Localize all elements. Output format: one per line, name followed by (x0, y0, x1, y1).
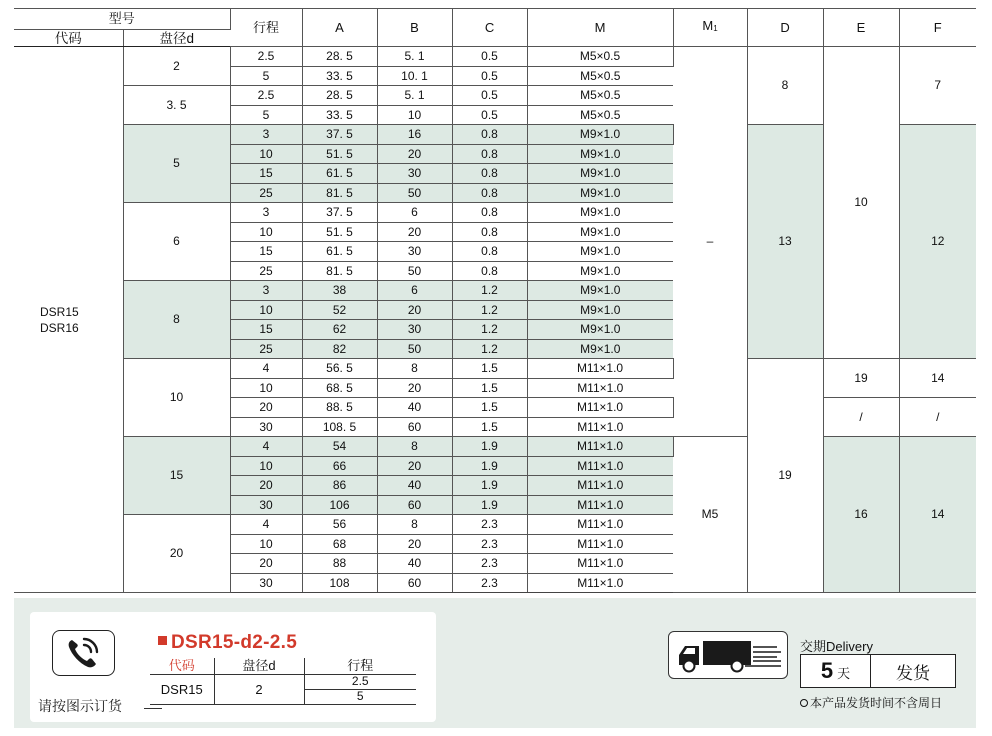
cell-c: 1.5 (452, 398, 527, 418)
header-stroke: 行程 (230, 9, 302, 47)
e-cell: / (823, 398, 899, 437)
cell-m: M9×1.0 (527, 242, 673, 262)
header-c: C (452, 9, 527, 47)
cell-a: 61. 5 (302, 164, 377, 184)
cell-m: M5×0.5 (527, 47, 673, 67)
diameter-cell: 2 (123, 47, 230, 86)
cell-m: M11×1.0 (527, 495, 673, 515)
m1-cell: – (673, 47, 747, 437)
cell-stroke: 4 (230, 515, 302, 535)
cell-b: 20 (377, 222, 452, 242)
cell-b: 8 (377, 437, 452, 457)
cell-stroke: 10 (230, 300, 302, 320)
table-row (14, 437, 976, 457)
cell-a: 86 (302, 476, 377, 496)
red-square-icon (158, 636, 167, 645)
cell-a: 28. 5 (302, 86, 377, 106)
cell-stroke: 25 (230, 183, 302, 203)
cell-a: 33. 5 (302, 105, 377, 125)
diameter-cell: 20 (123, 515, 230, 593)
model-code-cell: DSR15 DSR16 (14, 47, 123, 593)
cell-m: M5×0.5 (527, 66, 673, 86)
cell-b: 5. 1 (377, 86, 452, 106)
cell-a: 68. 5 (302, 378, 377, 398)
cell-m: M9×1.0 (527, 222, 673, 242)
cell-b: 60 (377, 495, 452, 515)
cell-m: M11×1.0 (527, 573, 673, 593)
order-example-title: DSR15-d2-2.5 (158, 632, 297, 654)
cell-m: M11×1.0 (527, 359, 673, 379)
cell-c: 2.3 (452, 573, 527, 593)
cell-a: 38 (302, 281, 377, 301)
cell-m: M11×1.0 (527, 398, 673, 418)
cell-a: 81. 5 (302, 183, 377, 203)
spec-table (14, 8, 976, 593)
cell-m: M9×1.0 (527, 164, 673, 184)
cell-stroke: 3 (230, 125, 302, 145)
cell-a: 56. 5 (302, 359, 377, 379)
cell-b: 6 (377, 281, 452, 301)
cell-b: 10 (377, 105, 452, 125)
header-d-dim: D (747, 9, 823, 47)
cell-stroke: 20 (230, 554, 302, 574)
order-hint-underline (144, 708, 162, 709)
d-dim-cell: 19 (747, 359, 823, 593)
cell-b: 30 (377, 242, 452, 262)
phone-order-icon (52, 630, 115, 676)
cell-b: 30 (377, 320, 452, 340)
cell-c: 0.8 (452, 183, 527, 203)
cell-stroke: 15 (230, 242, 302, 262)
cell-m: M9×1.0 (527, 320, 673, 340)
diameter-cell: 10 (123, 359, 230, 437)
table-row (14, 47, 976, 67)
delivery-box (800, 654, 956, 688)
cell-b: 5. 1 (377, 47, 452, 67)
cell-m: M9×1.0 (527, 281, 673, 301)
diameter-cell: 6 (123, 203, 230, 281)
cell-c: 1.2 (452, 320, 527, 340)
example-d: 2 (214, 674, 304, 704)
cell-b: 30 (377, 164, 452, 184)
f-cell: 14 (899, 437, 976, 593)
cell-a: 88 (302, 554, 377, 574)
header-f: F (899, 9, 976, 47)
cell-a: 28. 5 (302, 47, 377, 67)
cell-a: 51. 5 (302, 222, 377, 242)
cell-c: 0.8 (452, 144, 527, 164)
diameter-cell: 3. 5 (123, 86, 230, 125)
cell-stroke: 5 (230, 105, 302, 125)
cell-b: 60 (377, 573, 452, 593)
header-m: M (527, 9, 673, 47)
cell-c: 0.8 (452, 242, 527, 262)
cell-a: 82 (302, 339, 377, 359)
cell-c: 0.8 (452, 261, 527, 281)
cell-b: 20 (377, 144, 452, 164)
truck-icon (673, 635, 785, 677)
cell-a: 62 (302, 320, 377, 340)
cell-stroke: 20 (230, 476, 302, 496)
cell-stroke: 10 (230, 222, 302, 242)
cell-b: 60 (377, 417, 452, 437)
delivery-note: 本产品发货时间不含周日 (800, 694, 942, 711)
cell-b: 20 (377, 378, 452, 398)
example-head-code: 代码 (150, 658, 214, 674)
cell-m: M5×0.5 (527, 86, 673, 106)
cell-stroke: 4 (230, 359, 302, 379)
e-cell: 19 (823, 359, 899, 398)
cell-m: M11×1.0 (527, 534, 673, 554)
cell-m: M9×1.0 (527, 300, 673, 320)
cell-stroke: 2.5 (230, 86, 302, 106)
cell-stroke: 25 (230, 339, 302, 359)
cell-stroke: 10 (230, 144, 302, 164)
cell-c: 1.2 (452, 339, 527, 359)
cell-c: 0.8 (452, 203, 527, 223)
cell-stroke: 10 (230, 378, 302, 398)
diameter-cell: 8 (123, 281, 230, 359)
cell-m: M11×1.0 (527, 476, 673, 496)
info-band (14, 598, 976, 728)
cell-b: 20 (377, 456, 452, 476)
cell-c: 0.8 (452, 164, 527, 184)
cell-b: 8 (377, 359, 452, 379)
cell-m: M11×1.0 (527, 417, 673, 437)
cell-a: 66 (302, 456, 377, 476)
cell-stroke: 10 (230, 534, 302, 554)
cell-c: 1.5 (452, 417, 527, 437)
cell-c: 0.8 (452, 222, 527, 242)
cell-b: 20 (377, 534, 452, 554)
f-cell: 14 (899, 359, 976, 398)
cell-stroke: 30 (230, 495, 302, 515)
cell-c: 1.9 (452, 456, 527, 476)
order-example-table (150, 658, 416, 705)
table-row (14, 359, 976, 379)
header-a: A (302, 9, 377, 47)
f-cell: / (899, 398, 976, 437)
cell-stroke: 15 (230, 320, 302, 340)
cell-b: 20 (377, 300, 452, 320)
cell-a: 37. 5 (302, 125, 377, 145)
cell-a: 61. 5 (302, 242, 377, 262)
cell-c: 0.8 (452, 125, 527, 145)
example-code: DSR15 (150, 674, 214, 704)
cell-m: M9×1.0 (527, 203, 673, 223)
f-cell: 7 (899, 47, 976, 125)
cell-b: 40 (377, 476, 452, 496)
circle-icon (800, 699, 808, 707)
header-code: 代码 (14, 30, 123, 47)
header-m1: M1 (673, 9, 747, 47)
cell-b: 40 (377, 398, 452, 418)
cell-m: M11×1.0 (527, 554, 673, 574)
cell-a: 106 (302, 495, 377, 515)
cell-stroke: 4 (230, 437, 302, 457)
cell-c: 0.5 (452, 47, 527, 67)
e-cell: 16 (823, 437, 899, 593)
header-model: 型号 (14, 9, 230, 30)
phone-icon (66, 636, 102, 670)
cell-c: 2.3 (452, 515, 527, 535)
cell-m: M9×1.0 (527, 125, 673, 145)
cell-a: 51. 5 (302, 144, 377, 164)
cell-b: 50 (377, 261, 452, 281)
cell-m: M9×1.0 (527, 261, 673, 281)
order-hint: 请按图示订货 (38, 698, 122, 714)
cell-m: M5×0.5 (527, 105, 673, 125)
header-m1-subscript: 1 (713, 24, 718, 33)
example-stroke-2: 5 (304, 689, 416, 704)
cell-b: 50 (377, 183, 452, 203)
f-cell: 12 (899, 125, 976, 359)
cell-m: M11×1.0 (527, 515, 673, 535)
header-diameter: 盘径d (123, 30, 230, 47)
cell-b: 40 (377, 554, 452, 574)
diameter-cell: 5 (123, 125, 230, 203)
cell-c: 1.5 (452, 359, 527, 379)
cell-stroke: 3 (230, 281, 302, 301)
cell-b: 8 (377, 515, 452, 535)
delivery-days-number: 5 (820, 658, 834, 683)
d-dim-cell: 8 (747, 47, 823, 125)
cell-c: 1.9 (452, 495, 527, 515)
cell-a: 88. 5 (302, 398, 377, 418)
cell-stroke: 30 (230, 417, 302, 437)
delivery-truck-box (668, 631, 788, 679)
cell-c: 0.5 (452, 66, 527, 86)
cell-stroke: 25 (230, 261, 302, 281)
cell-b: 50 (377, 339, 452, 359)
cell-c: 1.9 (452, 437, 527, 457)
cell-stroke: 3 (230, 203, 302, 223)
cell-b: 10. 1 (377, 66, 452, 86)
cell-c: 1.2 (452, 281, 527, 301)
cell-c: 1.9 (452, 476, 527, 496)
cell-m: M11×1.0 (527, 437, 673, 457)
cell-a: 56 (302, 515, 377, 535)
cell-b: 16 (377, 125, 452, 145)
cell-a: 108 (302, 573, 377, 593)
cell-stroke: 10 (230, 456, 302, 476)
cell-stroke: 30 (230, 573, 302, 593)
cell-c: 0.5 (452, 86, 527, 106)
cell-a: 37. 5 (302, 203, 377, 223)
example-head-stroke: 行程 (304, 658, 416, 674)
cell-a: 108. 5 (302, 417, 377, 437)
order-example-card (30, 612, 436, 722)
cell-c: 2.3 (452, 554, 527, 574)
cell-a: 68 (302, 534, 377, 554)
cell-m: M9×1.0 (527, 183, 673, 203)
cell-m: M11×1.0 (527, 378, 673, 398)
example-stroke-1: 2.5 (304, 674, 416, 689)
cell-a: 81. 5 (302, 261, 377, 281)
cell-m: M9×1.0 (527, 144, 673, 164)
cell-c: 1.2 (452, 300, 527, 320)
cell-stroke: 5 (230, 66, 302, 86)
cell-b: 6 (377, 203, 452, 223)
cell-c: 2.3 (452, 534, 527, 554)
cell-m: M9×1.0 (527, 339, 673, 359)
cell-a: 52 (302, 300, 377, 320)
cell-stroke: 20 (230, 398, 302, 418)
diameter-cell: 15 (123, 437, 230, 515)
header-b: B (377, 9, 452, 47)
delivery-label: 交期Delivery (800, 639, 873, 654)
cell-stroke: 15 (230, 164, 302, 184)
cell-stroke: 2.5 (230, 47, 302, 67)
m1-cell: M5 (673, 437, 747, 593)
header-e: E (823, 9, 899, 47)
delivery-ship: 发货 (896, 663, 930, 683)
cell-m: M11×1.0 (527, 456, 673, 476)
cell-a: 54 (302, 437, 377, 457)
delivery-days (801, 655, 871, 687)
cell-c: 0.5 (452, 105, 527, 125)
delivery-days-unit: 天 (837, 666, 851, 681)
d-dim-cell: 13 (747, 125, 823, 359)
example-head-d: 盘径d (214, 658, 304, 674)
cell-c: 1.5 (452, 378, 527, 398)
cell-a: 33. 5 (302, 66, 377, 86)
e-cell: 10 (823, 47, 899, 359)
